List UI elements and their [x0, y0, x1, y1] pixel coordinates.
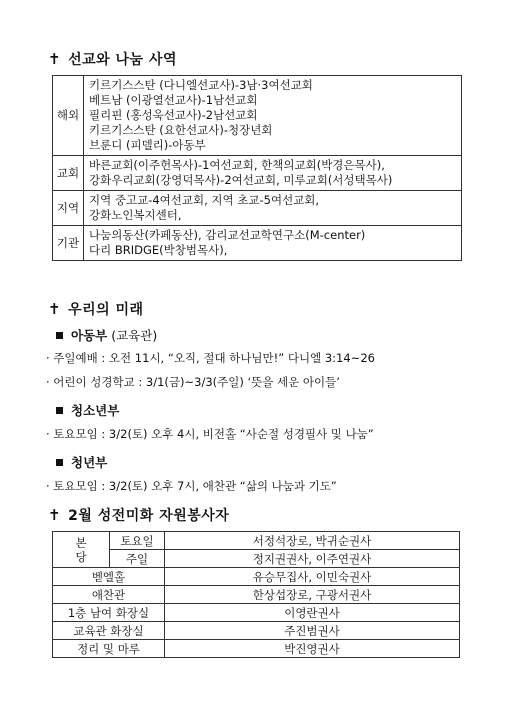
- table-row: [53, 76, 462, 156]
- category-cell: 지역: [53, 191, 84, 226]
- table-row: [53, 550, 460, 568]
- youth-item: · 토요모임 : 3/2(토) 오후 4시, 비전홀 “사순절 성경필사 및 나눔”: [46, 427, 374, 441]
- mission-detail-cell: [84, 191, 462, 226]
- mission-line: 브룬디 (피델리)-아동부: [89, 138, 206, 152]
- table-row: [53, 568, 460, 586]
- names-cell: 한상섭장로, 구광서권사: [165, 586, 460, 604]
- young-adult-dept-heading: [56, 453, 107, 471]
- mission-line: 나눔의동산(카페동산), 감리교선교학연구소(M-center): [89, 228, 366, 242]
- cross-icon: ✝: [48, 49, 62, 68]
- children-item: · 어린이 성경학교 : 3/1(금)~3/3(주일) ‘뜻을 세운 아이들’: [46, 375, 340, 389]
- names-cell: 주진범권사: [165, 622, 460, 640]
- mission-line: 키르기스스탄 (다니엘선교사)-3남·3여선교회: [89, 78, 313, 92]
- mission-table: [52, 75, 462, 261]
- day-cell: 주일: [110, 550, 165, 568]
- table-row: [53, 604, 460, 622]
- place-cell: 교육관 화장실: [53, 622, 165, 640]
- table-row: [53, 191, 462, 226]
- place-cell: 1층 남여 화장실: [53, 604, 165, 622]
- mission-detail-cell: [84, 76, 462, 156]
- names-cell: 박진영권사: [165, 640, 460, 658]
- table-row: [53, 622, 460, 640]
- day-cell: 토요일: [110, 532, 165, 550]
- names-cell: 정지권권사, 이주연권사: [165, 550, 460, 568]
- place-cell: 애찬관: [53, 586, 165, 604]
- mission-line: 키르기스스탄 (요한선교사)-청장년회: [89, 123, 273, 137]
- mission-line: 필리핀 (홍성욱선교사)-2남선교회: [89, 108, 258, 122]
- mission-line: 바른교회(이주헌목사)-1여선교회, 한책의교회(박경은목사),: [89, 158, 385, 172]
- mission-line: 강화우리교회(강영덕목사)-2여선교회, 미루교회(서성택목사): [89, 173, 393, 187]
- children-dept-name: 아동부: [71, 328, 108, 343]
- children-item: · 주일예배 : 오전 11시, “오직, 절대 하나님만!” 다니엘 3:14~26: [46, 351, 375, 365]
- place-cell: 벧엘홀: [53, 568, 165, 586]
- mission-section-title: [48, 49, 177, 69]
- volunteer-table: [52, 531, 460, 658]
- volunteer-section-title: [48, 505, 229, 525]
- mission-detail-cell: [84, 226, 462, 261]
- volunteer-title-text: 2월 성전미화 자원봉사자: [68, 508, 230, 524]
- mission-line: 다리 BRIDGE(박창범목사),: [89, 243, 228, 257]
- table-row: [53, 226, 462, 261]
- table-row: [53, 586, 460, 604]
- table-row: [53, 156, 462, 191]
- cross-icon: ✝: [48, 299, 62, 318]
- mission-line: 베트남 (이광열선교사)-1남선교회: [89, 93, 258, 107]
- table-row: [53, 640, 460, 658]
- mission-title-text: 선교와 나눔 사역: [68, 52, 177, 68]
- mission-line: 강화노인복지센터,: [89, 208, 182, 222]
- children-dept-note: (교육관): [111, 328, 158, 343]
- names-cell: 이영란권사: [165, 604, 460, 622]
- young-adult-item: · 토요모임 : 3/2(토) 오후 7시, 애찬관 “삶의 나눔과 기도”: [46, 479, 337, 493]
- future-section-title: [48, 299, 144, 319]
- main-hall-label: 본 당: [53, 532, 110, 568]
- names-cell: 유승무집사, 이민숙권사: [165, 568, 460, 586]
- youth-dept-heading: [56, 401, 119, 419]
- young-adult-dept-name: 청년부: [71, 455, 108, 470]
- mission-detail-cell: [84, 156, 462, 191]
- table-row: [53, 532, 460, 550]
- names-cell: 서정석장로, 박귀순권사: [165, 532, 460, 550]
- square-bullet-icon: [56, 332, 63, 339]
- children-dept-heading: [56, 326, 157, 344]
- square-bullet-icon: [56, 459, 63, 466]
- category-cell: 해외: [53, 76, 84, 156]
- cross-icon: ✝: [48, 505, 62, 524]
- place-cell: 정리 및 마루: [53, 640, 165, 658]
- future-title-text: 우리의 미래: [68, 302, 144, 318]
- category-cell: 교회: [53, 156, 84, 191]
- mission-line: 지역 중고교-4여선교회, 지역 초교-5여선교회,: [89, 193, 320, 207]
- youth-dept-name: 청소년부: [71, 403, 120, 418]
- square-bullet-icon: [56, 407, 63, 414]
- category-cell: 기관: [53, 226, 84, 261]
